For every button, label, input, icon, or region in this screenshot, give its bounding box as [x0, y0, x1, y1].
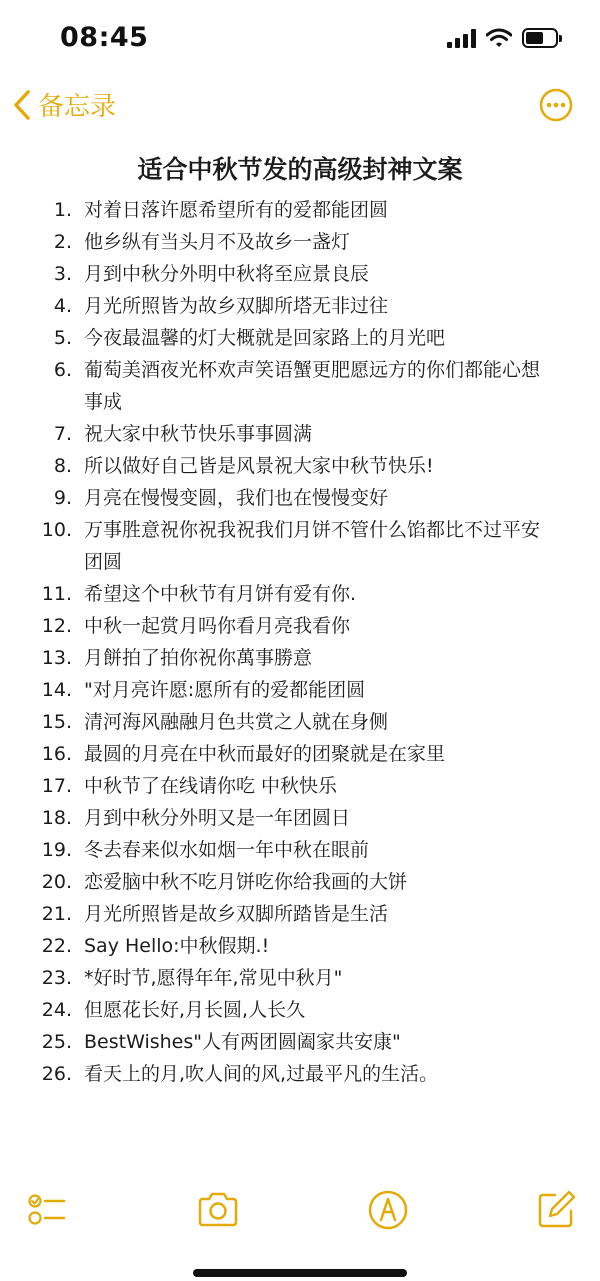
battery-icon — [522, 28, 558, 48]
list-item-text: 中秋节了在线请你吃 中秋快乐 — [84, 775, 338, 797]
note-title: 适合中秋节发的高级封神文案 — [137, 155, 463, 184]
list-item-text: BestWishes"人有两团圆阖家共安康" — [84, 1031, 401, 1053]
list-item-number: 11. — [41, 583, 72, 605]
list-item-number: 6. — [53, 359, 72, 381]
list-item — [0, 322, 600, 354]
list-item-text: 月到中秋分外明中秋将至应景良辰 — [84, 263, 370, 285]
list-item — [0, 482, 600, 514]
battery-level — [526, 32, 543, 44]
list-item-text: 对着日落许愿希望所有的爱都能团圆 — [84, 199, 389, 221]
list-item-text: 祝大家中秋节快乐事事圆满 — [84, 423, 313, 445]
list-item — [0, 770, 600, 802]
list-item — [0, 674, 600, 706]
list-item — [0, 642, 600, 674]
list-item-number: 14. — [41, 679, 72, 701]
status-time: 08:45 — [60, 22, 149, 53]
list-item-text: 月餅拍了拍你祝你萬事勝意 — [84, 647, 313, 669]
list-item-text: 他乡纵有当头月不及故乡一盏灯 — [84, 231, 351, 253]
list-item-text: 葡萄美酒夜光杯欢声笑语蟹更肥愿远方的你们都能心想事成 — [84, 359, 541, 413]
list-item-number: 15. — [41, 711, 72, 733]
more-options-icon[interactable] — [539, 88, 573, 122]
list-item — [0, 994, 600, 1026]
list-item — [0, 258, 600, 290]
list-item-text: 清河海风融融月色共赏之人就在身侧 — [84, 711, 389, 733]
list-item — [0, 802, 600, 834]
list-item-text: 但愿花长好,月长圆,人长久 — [84, 999, 306, 1021]
list-item-number: 22. — [41, 935, 72, 957]
list-item — [0, 962, 600, 994]
list-item-text: 月到中秋分外明又是一年团圆日 — [84, 807, 351, 829]
list-item-number: 21. — [41, 903, 72, 925]
chevron-left-icon — [12, 89, 32, 121]
list-item-number: 1. — [53, 199, 72, 221]
bottom-toolbar — [0, 1188, 600, 1238]
list-item-number: 2. — [53, 231, 72, 253]
list-item-number: 20. — [41, 871, 72, 893]
list-item-number: 18. — [41, 807, 72, 829]
list-item — [0, 834, 600, 866]
list-item-text: 万事胜意祝你祝我祝我们月饼不管什么馅都比不过平安团圆 — [84, 519, 541, 573]
list-item-number: 23. — [41, 967, 72, 989]
list-item-text: Say Hello:中秋假期.! — [84, 935, 270, 957]
list-item-text: 月亮在慢慢变圆，我们也在慢慢变好 — [84, 487, 389, 509]
list-item-number: 19. — [41, 839, 72, 861]
list-item — [0, 354, 600, 418]
list-item — [0, 610, 600, 642]
cellular-signal-icon — [447, 28, 476, 48]
list-item — [0, 706, 600, 738]
camera-icon[interactable] — [196, 1188, 240, 1232]
status-bar — [0, 0, 600, 80]
nav-bar — [0, 80, 600, 140]
list-item-number: 9. — [53, 487, 72, 509]
list-item-text: 月光所照皆是故乡双脚所踏皆是生活 — [84, 903, 389, 925]
list-item-number: 25. — [41, 1031, 72, 1053]
list-item-text: 看天上的月,吹人间的风,过最平凡的生活。 — [84, 1063, 439, 1085]
list-item — [0, 290, 600, 322]
list-item-number: 16. — [41, 743, 72, 765]
list-item — [0, 514, 600, 578]
list-item — [0, 226, 600, 258]
list-item-number: 12. — [41, 615, 72, 637]
list-item — [0, 738, 600, 770]
list-item — [0, 418, 600, 450]
list-item — [0, 450, 600, 482]
list-item — [0, 930, 600, 962]
list-item — [0, 1058, 600, 1090]
list-item-number: 8. — [53, 455, 72, 477]
back-button-label: 备忘录 — [38, 92, 117, 122]
list-item-number: 17. — [41, 775, 72, 797]
list-item-text: 冬去春来似水如烟一年中秋在眼前 — [84, 839, 370, 861]
list-item — [0, 194, 600, 226]
list-item-number: 5. — [53, 327, 72, 349]
list-item-text: 今夜最温馨的灯大概就是回家路上的月光吧 — [84, 327, 446, 349]
back-button[interactable] — [12, 86, 116, 123]
status-icons — [447, 28, 558, 48]
list-item-text: 希望这个中秋节有月饼有爱有你. — [84, 583, 357, 605]
list-item-number: 4. — [53, 295, 72, 317]
compose-icon[interactable] — [534, 1188, 578, 1232]
list-item — [0, 1026, 600, 1058]
list-item-number: 26. — [41, 1063, 72, 1085]
checklist-icon[interactable] — [24, 1188, 68, 1232]
list-item-number: 24. — [41, 999, 72, 1021]
list-item-number: 3. — [53, 263, 72, 285]
wifi-icon — [486, 28, 512, 48]
note-list — [0, 194, 600, 1090]
list-item — [0, 578, 600, 610]
home-indicator[interactable] — [193, 1269, 407, 1277]
list-item-number: 13. — [41, 647, 72, 669]
list-item-text: 最圆的月亮在中秋而最好的团聚就是在家里 — [84, 743, 446, 765]
list-item-text: 恋爱脑中秋不吃月饼吃你给我画的大饼 — [84, 871, 408, 893]
list-item-text: 月光所照皆为故乡双脚所塔无非过往 — [84, 295, 389, 317]
list-item-text: "对月亮许愿:愿所有的爱都能团圆 — [84, 679, 366, 701]
list-item-text: 所以做好自己皆是风景祝大家中秋节快乐! — [84, 455, 434, 477]
list-item — [0, 866, 600, 898]
list-item-text: *好时节,愿得年年,常见中秋月" — [84, 967, 343, 989]
markup-pen-icon[interactable] — [366, 1188, 410, 1232]
list-item-text: 中秋一起赏月吗你看月亮我看你 — [84, 615, 351, 637]
list-item — [0, 898, 600, 930]
list-item-number: 10. — [41, 519, 72, 541]
list-item-number: 7. — [53, 423, 72, 445]
